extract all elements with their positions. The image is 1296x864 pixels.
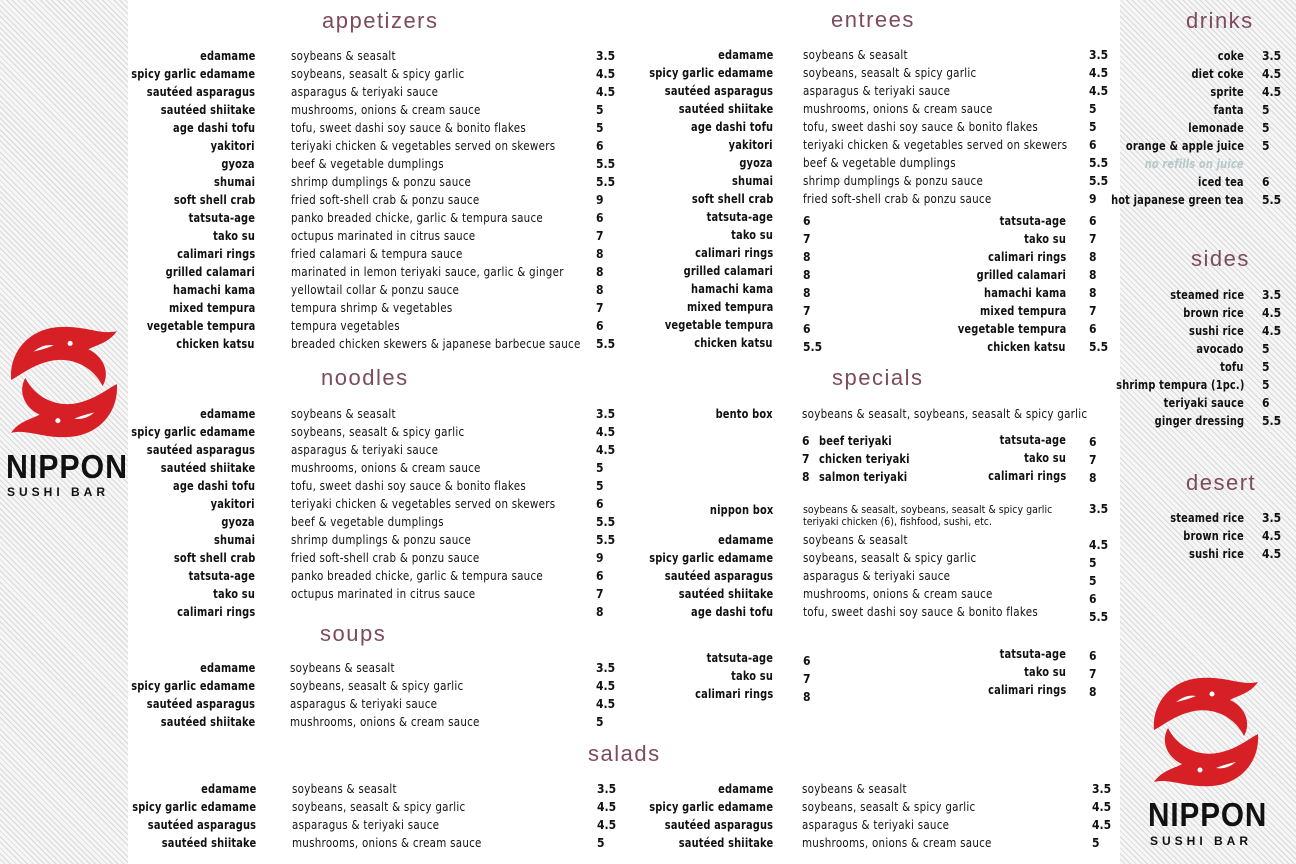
noodle-item-description: mushrooms, onions & cream sauce: [291, 461, 481, 475]
bento-option-price: 8: [802, 470, 810, 484]
desert-item-name: steamed rice: [1170, 511, 1244, 525]
soup-item-description: soybeans & seasalt: [290, 661, 395, 675]
noodle-item-name: gyoza: [221, 515, 255, 529]
drink-item-price: 5.5: [1262, 193, 1282, 207]
heading-salads: salads: [588, 741, 661, 766]
heading-desert: desert: [1186, 470, 1257, 495]
entree-item-price: 8: [1089, 286, 1097, 300]
side-item-price: 5.5: [1262, 414, 1282, 428]
entree-item-description: tofu, sweet dashi soy sauce & bonito flakes: [803, 120, 1038, 134]
entree-item-name: hamachi kama: [983, 286, 1066, 300]
appetizer-item-description: beef & vegetable dumplings: [291, 157, 444, 171]
noodle-item-price: 9: [596, 551, 604, 565]
drink-item-price: 4.5: [1262, 67, 1282, 81]
bento-option-name: chicken teriyaki: [819, 452, 910, 466]
noodle-item-name: age dashi tofu: [172, 479, 255, 493]
special-item-description: soybeans & seasalt, soybeans, seasalt & spicy garlic: [803, 503, 1053, 516]
entree-item-name: chicken katsu: [987, 340, 1066, 354]
appetizer-item-price: 6: [596, 139, 604, 153]
entree-item-price: 5: [1089, 120, 1097, 134]
appetizer-item-name: soft shell crab: [173, 193, 255, 207]
entree-item-description: shrimp dumplings & ponzu sauce: [803, 174, 984, 188]
special-item-name: tako su: [1024, 665, 1066, 679]
entree-item-name: edamame: [717, 48, 773, 62]
entree-item-description: mushrooms, onions & cream sauce: [803, 102, 993, 116]
drink-item-name: coke: [1217, 49, 1244, 63]
entree-item-price: 9: [1089, 192, 1097, 206]
side-item-name: avocado: [1196, 342, 1244, 356]
salad-item-price: 4.5: [597, 800, 617, 814]
salad-item-name: spicy garlic edamame: [649, 800, 773, 814]
salad-item-name: sautéed shiitake: [161, 836, 256, 850]
noodle-item-description: tofu, sweet dashi soy sauce & bonito flakes: [291, 479, 526, 493]
appetizer-item-description: octupus marinated in citrus sauce: [291, 229, 476, 243]
entree-item-price: 6: [803, 214, 811, 228]
special-item-name: sautéed shiitake: [678, 587, 773, 601]
drink-item-price: 4.5: [1262, 85, 1282, 99]
drink-item-name: diet coke: [1191, 67, 1244, 81]
appetizer-item-name: chicken katsu: [176, 337, 255, 351]
noodle-item-name: calimari rings: [176, 605, 255, 619]
side-item-price: 4.5: [1262, 306, 1282, 320]
appetizer-item-price: 8: [596, 283, 604, 297]
appetizer-item-description: soybeans, seasalt & spicy garlic: [291, 67, 465, 81]
appetizer-item-price: 3.5: [596, 49, 616, 63]
bento-option-price: 6: [802, 434, 810, 448]
appetizer-item-description: teriyaki chicken & vegetables served on skewers: [291, 139, 556, 153]
salad-item-description: mushrooms, onions & cream sauce: [292, 836, 482, 850]
logo-name-right: NIPPON: [1148, 796, 1268, 833]
noodle-item-description: soybeans & seasalt: [291, 407, 396, 421]
drink-item-name: hot japanese green tea: [1111, 193, 1244, 207]
appetizer-item-description: fried calamari & tempura sauce: [291, 247, 463, 261]
salad-item-description: asparagus & teriyaki sauce: [802, 818, 950, 832]
special-item-description: soybeans & seasalt, soybeans, seasalt & spicy garlic: [802, 407, 1088, 421]
appetizer-item-name: tatsuta-age: [188, 211, 255, 225]
drink-item-name: sprite: [1210, 85, 1244, 99]
special-item-price: 5.5: [1089, 610, 1109, 624]
entree-item-price: 8: [803, 286, 811, 300]
soup-item-name: sautéed shiitake: [160, 715, 255, 729]
entree-item-price: 7: [1089, 232, 1097, 246]
appetizer-item-description: fried soft-shell crab & ponzu sauce: [291, 193, 480, 207]
special-item-price: 5: [1089, 556, 1097, 570]
appetizer-item-description: tempura vegetables: [291, 319, 400, 333]
appetizer-item-name: edamame: [199, 49, 255, 63]
salad-item-name: sautéed asparagus: [147, 818, 256, 832]
noodle-item-price: 5: [596, 461, 604, 475]
entree-item-name: shumai: [731, 174, 773, 188]
salad-item-price: 3.5: [597, 782, 617, 796]
salad-item-description: soybeans & seasalt: [802, 782, 907, 796]
appetizer-item-name: vegetable tempura: [146, 319, 255, 333]
side-item-name: ginger dressing: [1154, 414, 1244, 428]
noodle-item-price: 6: [596, 497, 604, 511]
soup-item-name: edamame: [199, 661, 255, 675]
entree-item-name: spicy garlic edamame: [649, 66, 773, 80]
appetizer-item-name: age dashi tofu: [172, 121, 255, 135]
entree-item-price: 5.5: [803, 340, 823, 354]
drink-item-price: 6: [1262, 175, 1270, 189]
special-item-price: 7: [803, 672, 811, 686]
side-item-price: 3.5: [1262, 288, 1282, 302]
appetizer-item-name: hamachi kama: [172, 283, 255, 297]
noodle-item-price: 5: [596, 479, 604, 493]
salad-item-price: 4.5: [1092, 800, 1112, 814]
salad-item-name: spicy garlic edamame: [132, 800, 256, 814]
noodle-item-name: tatsuta-age: [188, 569, 255, 583]
salad-item-price: 5: [1092, 836, 1100, 850]
special-item-name: edamame: [717, 533, 773, 547]
appetizer-item-name: mixed tempura: [168, 301, 255, 315]
special-item-name: age dashi tofu: [690, 605, 773, 619]
entree-item-name: gyoza: [739, 156, 773, 170]
appetizer-item-price: 5: [596, 121, 604, 135]
noodle-item-name: tako su: [213, 587, 255, 601]
drink-item-price: 5: [1262, 139, 1270, 153]
heading-drinks: drinks: [1186, 8, 1254, 33]
appetizer-item-description: marinated in lemon teriyaki sauce, garlic & ginger: [291, 265, 564, 279]
special-item-name: spicy garlic edamame: [649, 551, 773, 565]
noodle-item-description: shrimp dumplings & ponzu sauce: [291, 533, 472, 547]
entree-item-price: 7: [1089, 304, 1097, 318]
entree-item-name: tatsuta-age: [706, 210, 773, 224]
noodle-item-description: panko breaded chicke, garlic & tempura sauce: [291, 569, 544, 583]
special-item-name: tatsuta-age: [706, 651, 773, 665]
noodle-item-price: 5.5: [596, 533, 616, 547]
entree-item-name: grilled calamari: [976, 268, 1066, 282]
noodle-item-name: shumai: [213, 533, 255, 547]
side-item-price: 4.5: [1262, 324, 1282, 338]
entree-item-name: hamachi kama: [690, 282, 773, 296]
noodle-item-price: 8: [596, 605, 604, 619]
appetizer-item-price: 6: [596, 211, 604, 225]
special-item-name: calimari rings: [694, 687, 773, 701]
appetizer-item-name: spicy garlic edamame: [131, 67, 255, 81]
desert-item-name: brown rice: [1183, 529, 1244, 543]
side-item-price: 6: [1262, 396, 1270, 410]
salad-item-price: 4.5: [597, 818, 617, 832]
entree-item-price: 3.5: [1089, 48, 1109, 62]
entree-item-name: tako su: [1024, 232, 1066, 246]
side-item-price: 5: [1262, 342, 1270, 356]
noodle-item-name: yakitori: [211, 497, 255, 511]
appetizer-item-description: soybeans & seasalt: [291, 49, 396, 63]
bento-option-price: 8: [1089, 471, 1097, 485]
heading-sides: sides: [1191, 246, 1250, 271]
entree-item-name: vegetable tempura: [957, 322, 1066, 336]
entree-item-price: 8: [1089, 268, 1097, 282]
salad-item-price: 3.5: [1092, 782, 1112, 796]
logo-subtitle-left: SUSHI BAR: [7, 485, 110, 499]
appetizer-item-name: sautéed asparagus: [146, 85, 255, 99]
drink-item-price: 3.5: [1262, 49, 1282, 63]
entree-item-description: teriyaki chicken & vegetables served on skewers: [803, 138, 1068, 152]
special-item-price: 3.5: [1089, 502, 1109, 516]
entree-item-description: soybeans & seasalt: [803, 48, 908, 62]
bento-option-price: 6: [1089, 435, 1097, 449]
special-item-price: 8: [803, 690, 811, 704]
noodle-item-name: edamame: [199, 407, 255, 421]
drink-item-price: 5: [1262, 103, 1270, 117]
bento-option-price: 7: [802, 452, 810, 466]
drink-item-price: 5: [1262, 121, 1270, 135]
entree-item-name: tatsuta-age: [999, 214, 1066, 228]
side-item-price: 5: [1262, 378, 1270, 392]
entree-item-name: calimari rings: [694, 246, 773, 260]
salad-item-description: asparagus & teriyaki sauce: [292, 818, 440, 832]
special-item-price: 4.5: [1089, 538, 1109, 552]
side-item-name: tofu: [1220, 360, 1244, 374]
side-item-name: brown rice: [1183, 306, 1244, 320]
entree-item-price: 4.5: [1089, 66, 1109, 80]
drink-item-name: lemonade: [1188, 121, 1244, 135]
entree-item-name: calimari rings: [987, 250, 1066, 264]
noodle-item-price: 6: [596, 569, 604, 583]
bento-option-name: tatsuta-age: [999, 433, 1066, 447]
drink-item-name: orange & apple juice: [1125, 139, 1244, 153]
heading-soups: soups: [320, 621, 387, 646]
salad-item-name: edamame: [200, 782, 256, 796]
noodle-item-description: beef & vegetable dumplings: [291, 515, 444, 529]
heading-entrees: entrees: [831, 7, 915, 32]
noodle-item-price: 5.5: [596, 515, 616, 529]
special-item-price: 6: [1089, 649, 1097, 663]
appetizer-item-price: 8: [596, 265, 604, 279]
bento-option-name: tako su: [1024, 451, 1066, 465]
entree-item-name: yakitori: [729, 138, 773, 152]
appetizer-item-description: panko breaded chicke, garlic & tempura sauce: [291, 211, 544, 225]
special-item-price: 8: [1089, 685, 1097, 699]
special-item-description: asparagus & teriyaki sauce: [803, 569, 951, 583]
appetizer-item-price: 5: [596, 103, 604, 117]
salad-item-description: soybeans, seasalt & spicy garlic: [802, 800, 976, 814]
entree-item-name: sautéed shiitake: [678, 102, 773, 116]
bento-option-price: 7: [1089, 453, 1097, 467]
entree-item-name: vegetable tempura: [664, 318, 773, 332]
special-item-price: 6: [803, 654, 811, 668]
desert-item-price: 4.5: [1262, 547, 1282, 561]
desert-item-price: 4.5: [1262, 529, 1282, 543]
special-item-description: soybeans & seasalt: [803, 533, 908, 547]
appetizer-item-price: 5.5: [596, 157, 616, 171]
appetizer-item-price: 7: [596, 229, 604, 243]
noodle-item-description: teriyaki chicken & vegetables served on skewers: [291, 497, 556, 511]
soup-item-price: 4.5: [596, 679, 616, 693]
salad-item-name: sautéed asparagus: [664, 818, 773, 832]
salad-item-name: sautéed shiitake: [678, 836, 773, 850]
appetizer-item-description: mushrooms, onions & cream sauce: [291, 103, 481, 117]
entree-item-description: beef & vegetable dumplings: [803, 156, 956, 170]
soup-item-name: sautéed asparagus: [146, 697, 255, 711]
entree-item-name: sautéed asparagus: [664, 84, 773, 98]
salad-item-price: 4.5: [1092, 818, 1112, 832]
side-item-price: 5: [1262, 360, 1270, 374]
soup-item-description: soybeans, seasalt & spicy garlic: [290, 679, 464, 693]
appetizer-item-name: shumai: [213, 175, 255, 189]
salad-item-description: mushrooms, onions & cream sauce: [802, 836, 992, 850]
appetizer-item-description: yellowtail collar & ponzu sauce: [291, 283, 460, 297]
drink-item-name: fanta: [1213, 103, 1244, 117]
appetizer-item-price: 8: [596, 247, 604, 261]
appetizer-item-name: sautéed shiitake: [160, 103, 255, 117]
special-item-name: nippon box: [709, 503, 773, 517]
special-item-description: soybeans, seasalt & spicy garlic: [803, 551, 977, 565]
entree-item-price: 6: [1089, 322, 1097, 336]
bento-option-name: salmon teriyaki: [819, 470, 908, 484]
salad-item-description: soybeans, seasalt & spicy garlic: [292, 800, 466, 814]
entree-item-price: 6: [1089, 138, 1097, 152]
entree-item-price: 8: [1089, 250, 1097, 264]
appetizer-item-description: tofu, sweet dashi soy sauce & bonito flakes: [291, 121, 526, 135]
soup-item-description: asparagus & teriyaki sauce: [290, 697, 438, 711]
side-item-name: teriyaki sauce: [1163, 396, 1244, 410]
appetizer-item-price: 5.5: [596, 175, 616, 189]
entree-item-name: chicken katsu: [694, 336, 773, 350]
special-item-name: sautéed asparagus: [664, 569, 773, 583]
heading-noodles: noodles: [321, 365, 409, 390]
entree-item-name: grilled calamari: [683, 264, 773, 278]
noodle-item-name: sautéed asparagus: [146, 443, 255, 457]
logo-name-left: NIPPON: [6, 448, 128, 485]
appetizer-item-description: breaded chicken skewers & japanese barbecue sauce: [291, 337, 581, 351]
appetizer-item-description: shrimp dumplings & ponzu sauce: [291, 175, 472, 189]
heading-specials: specials: [832, 365, 924, 390]
koi-fish-pair-icon: [3, 320, 125, 448]
side-item-name: sushi rice: [1189, 324, 1244, 338]
noodle-item-name: soft shell crab: [173, 551, 255, 565]
special-item-name: calimari rings: [987, 683, 1066, 697]
entree-item-price: 5.5: [1089, 340, 1109, 354]
noodle-item-description: asparagus & teriyaki sauce: [291, 443, 439, 457]
special-item-price: 5: [1089, 574, 1097, 588]
special-item-description: tofu, sweet dashi soy sauce & bonito flakes: [803, 605, 1038, 619]
entree-item-price: 7: [803, 232, 811, 246]
logo-subtitle-right: SUSHI BAR: [1150, 834, 1253, 848]
appetizer-item-description: tempura shrimp & vegetables: [291, 301, 453, 315]
appetizer-item-price: 5.5: [596, 337, 616, 351]
soup-item-description: mushrooms, onions & cream sauce: [290, 715, 480, 729]
appetizer-item-name: grilled calamari: [165, 265, 255, 279]
entree-item-description: soybeans, seasalt & spicy garlic: [803, 66, 977, 80]
special-item-name: bento box: [715, 407, 773, 421]
koi-fish-pair-icon: [1146, 670, 1266, 798]
noodle-item-price: 3.5: [596, 407, 616, 421]
salad-item-description: soybeans & seasalt: [292, 782, 397, 796]
bento-option-name: calimari rings: [987, 469, 1066, 483]
appetizer-item-price: 7: [596, 301, 604, 315]
noodle-item-name: sautéed shiitake: [160, 461, 255, 475]
salad-item-price: 5: [597, 836, 605, 850]
noodle-item-price: 4.5: [596, 425, 616, 439]
entree-item-price: 5.5: [1089, 156, 1109, 170]
appetizer-item-name: calimari rings: [176, 247, 255, 261]
desert-item-price: 3.5: [1262, 511, 1282, 525]
desert-item-name: sushi rice: [1189, 547, 1244, 561]
soup-item-price: 5: [596, 715, 604, 729]
entree-item-name: soft shell crab: [691, 192, 773, 206]
entree-item-price: 8: [803, 268, 811, 282]
special-item-description: mushrooms, onions & cream sauce: [803, 587, 993, 601]
entree-item-name: mixed tempura: [686, 300, 773, 314]
appetizer-item-name: tako su: [213, 229, 255, 243]
entree-item-name: tako su: [731, 228, 773, 242]
entree-item-description: fried soft-shell crab & ponzu sauce: [803, 192, 992, 206]
entree-item-name: age dashi tofu: [690, 120, 773, 134]
special-item-price: 7: [1089, 667, 1097, 681]
entree-item-price: 6: [1089, 214, 1097, 228]
appetizer-item-price: 4.5: [596, 67, 616, 81]
special-item-name: tatsuta-age: [999, 647, 1066, 661]
salad-item-name: edamame: [717, 782, 773, 796]
special-item-price: 6: [1089, 592, 1097, 606]
side-item-name: shrimp tempura (1pc.): [1115, 378, 1244, 392]
appetizer-item-price: 6: [596, 319, 604, 333]
appetizer-item-name: yakitori: [211, 139, 255, 153]
heading-appetizers: appetizers: [322, 8, 439, 33]
entree-item-price: 5.5: [1089, 174, 1109, 188]
entree-item-price: 8: [803, 250, 811, 264]
entree-item-price: 5: [1089, 102, 1097, 116]
entree-item-price: 4.5: [1089, 84, 1109, 98]
entree-item-name: mixed tempura: [979, 304, 1066, 318]
special-item-description: teriyaki chicken (6), fishfood, sushi, etc.: [803, 515, 992, 528]
appetizer-item-description: asparagus & teriyaki sauce: [291, 85, 439, 99]
appetizer-item-price: 9: [596, 193, 604, 207]
bento-option-name: beef teriyaki: [819, 434, 892, 448]
appetizer-item-price: 4.5: [596, 85, 616, 99]
noodle-item-price: 4.5: [596, 443, 616, 457]
drink-item-name: iced tea: [1198, 175, 1244, 189]
soup-item-price: 3.5: [596, 661, 616, 675]
drink-item-name: no refills on juice: [1145, 157, 1244, 171]
noodle-item-price: 7: [596, 587, 604, 601]
entree-item-price: 7: [803, 304, 811, 318]
appetizer-item-name: gyoza: [221, 157, 255, 171]
noodle-item-description: octupus marinated in citrus sauce: [291, 587, 476, 601]
soup-item-name: spicy garlic edamame: [131, 679, 255, 693]
entree-item-price: 6: [803, 322, 811, 336]
special-item-name: tako su: [731, 669, 773, 683]
entree-item-description: asparagus & teriyaki sauce: [803, 84, 951, 98]
noodle-item-name: spicy garlic edamame: [131, 425, 255, 439]
noodle-item-description: soybeans, seasalt & spicy garlic: [291, 425, 465, 439]
side-item-name: steamed rice: [1170, 288, 1244, 302]
soup-item-price: 4.5: [596, 697, 616, 711]
noodle-item-description: fried soft-shell crab & ponzu sauce: [291, 551, 480, 565]
